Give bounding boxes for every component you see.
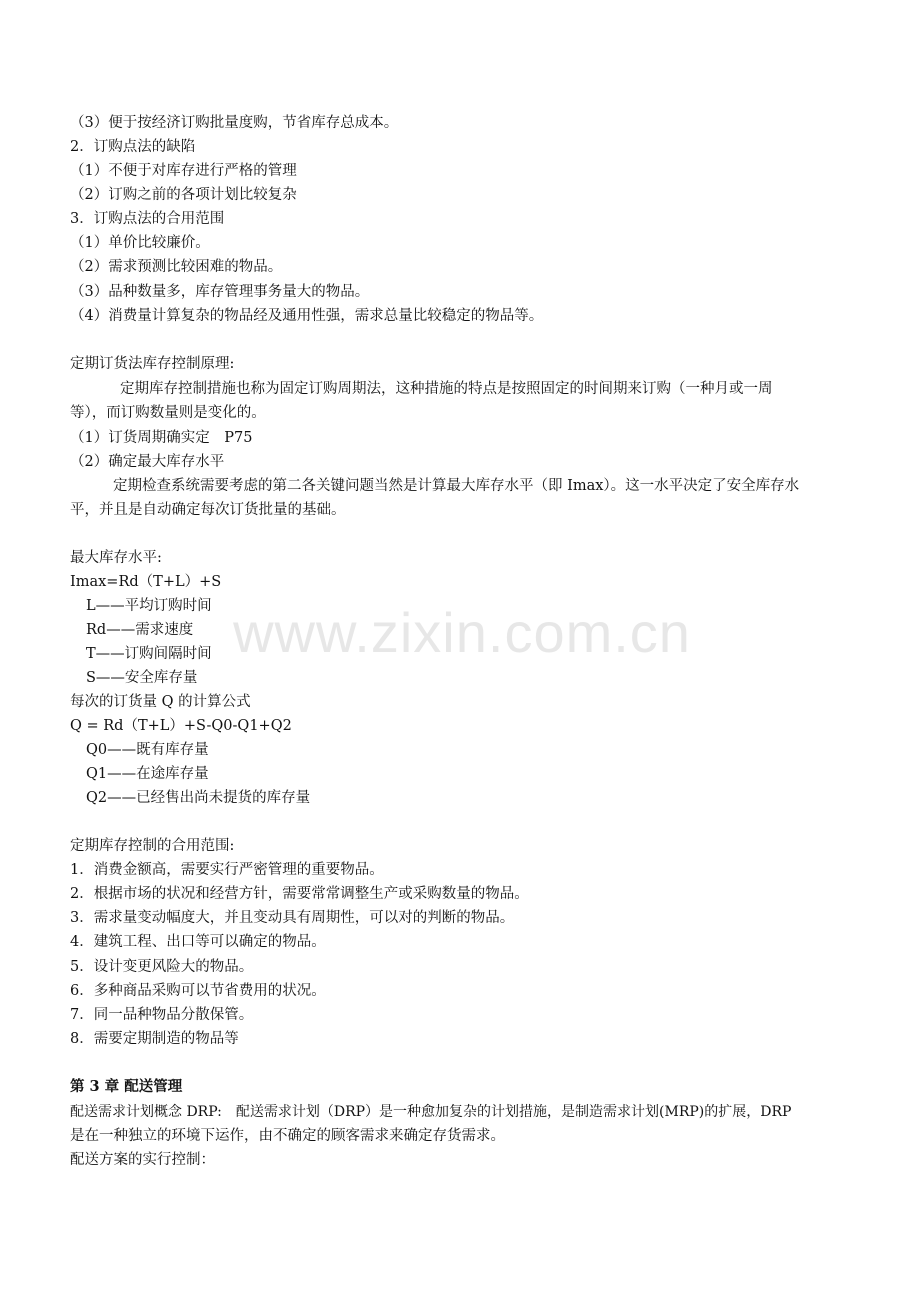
list-item: 5．设计变更风险大的物品。 — [70, 959, 254, 975]
section-heading: 定期库存控制的合用范围: — [70, 838, 235, 854]
chapter-title: 第 3 章 配送管理 — [70, 1078, 183, 1095]
formula-term: Q1——在途库存量 — [86, 766, 209, 782]
text-line: 配送方案的实行控制： — [70, 1152, 215, 1168]
formula-term: S——安全库存量 — [86, 670, 198, 686]
formula-term: T——订购间隔时间 — [86, 646, 212, 662]
text-line: （2）确定最大库存水平 — [70, 454, 225, 470]
paragraph-line: 定期检查系统需要考虑的第二各关键问题当然是计算最大库存水平（即 Imax）。这一水平决定了安全库存水 — [113, 478, 800, 494]
text-line: 每次的订货量 Q 的计算公式 — [70, 694, 251, 710]
list-item: 1．消费金额高，需要实行严密管理的重要物品。 — [70, 862, 384, 878]
paragraph-line: 是在一种独立的环境下运作，由不确定的顾客需求来确定存货需求。 — [70, 1128, 505, 1144]
list-item: 3．需求量变动幅度大，并且变动具有周期性，可以对的判断的物品。 — [70, 910, 515, 926]
text-line: （3）便于按经济订购批量度购，节省库存总成本。 — [70, 115, 399, 131]
section-heading: 最大库存水平: — [70, 550, 162, 566]
paragraph-line: 定期库存控制措施也称为固定订购周期法，这种措施的特点是按照固定的时间期来订购（一种月或一周 — [120, 381, 773, 397]
formula-term: Rd——需求速度 — [86, 622, 194, 638]
formula-term: L——平均订购时间 — [86, 598, 212, 614]
section-heading: 定期订货法库存控制原理: — [70, 356, 235, 372]
text-line: （2）需求预测比较困难的物品。 — [70, 259, 283, 275]
section-heading: 3．订购点法的合用范围 — [70, 211, 225, 227]
list-item: 8．需要定期制造的物品等 — [70, 1031, 239, 1047]
paragraph-line: 配送需求计划概念 DRP: 配送需求计划（DRP）是一种愈加复杂的计划措施，是制造需求计划(MRP)的扩展，DRP — [70, 1104, 792, 1120]
section-heading: 2．订购点法的缺陷 — [70, 139, 196, 155]
watermark: www.zixin.com.cn — [233, 601, 691, 664]
paragraph-line: 等），而订购数量则是变化的。 — [70, 405, 266, 421]
text-line: （1）单价比较廉价。 — [70, 235, 210, 251]
list-item: 6．多种商品采购可以节省费用的状况。 — [70, 983, 326, 999]
text-line: （1）订货周期确实定 P75 — [70, 430, 253, 446]
list-item: 2．根据市场的状况和经营方针，需要常常调整生产或采购数量的物品。 — [70, 886, 529, 902]
formula-line: Q = Rd（T+L）+S-Q0-Q1+Q2 — [70, 718, 292, 734]
text-line: （1）不便于对库存进行严格的管理 — [70, 163, 297, 179]
formula-term: Q0——既有库存量 — [86, 742, 209, 758]
list-item: 4．建筑工程、出口等可以确定的物品。 — [70, 934, 326, 950]
formula-line: Imax=Rd（T+L）+S — [70, 574, 222, 590]
list-item: 7．同一品种物品分散保管。 — [70, 1007, 254, 1023]
text-line: （3）品种数量多，库存管理事务量大的物品。 — [70, 284, 370, 300]
paragraph-line: 平，并且是自动确定每次订货批量的基础。 — [70, 502, 346, 518]
formula-term: Q2——已经售出尚未提货的库存量 — [86, 790, 311, 806]
text-line: （4）消费量计算复杂的物品经及通用性强，需求总量比较稳定的物品等。 — [70, 308, 544, 324]
text-line: （2）订购之前的各项计划比较复杂 — [70, 187, 297, 203]
